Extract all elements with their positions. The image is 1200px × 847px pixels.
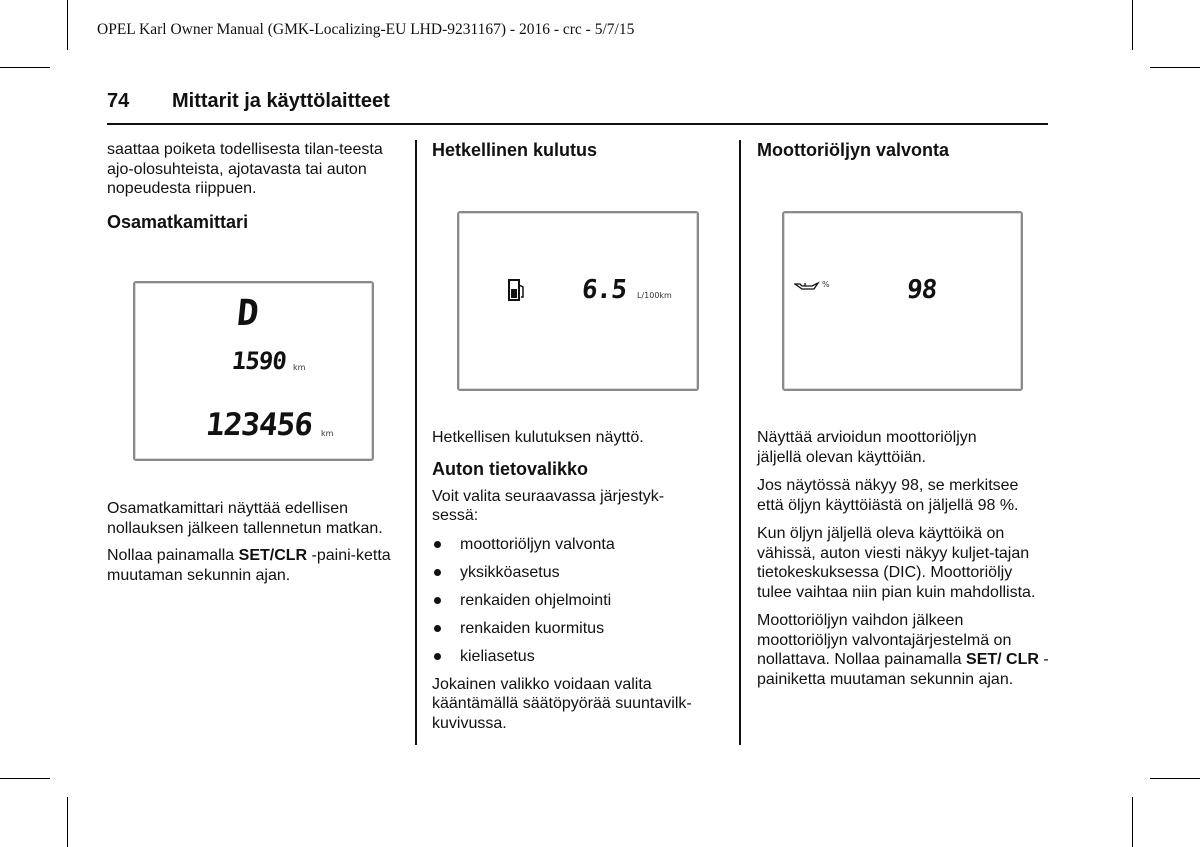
percent-sign: % [822,280,830,289]
set-clr-label: SET/CLR [238,547,308,564]
header-rule [107,123,1048,125]
column-2-lower [432,428,727,733]
list-item: renkaiden ohjelmointi [432,591,727,619]
oil-can-icon [794,281,820,291]
oil-life-value: 98 [905,275,938,305]
column-3-lower [757,428,1052,689]
list-item: kieliasetus [432,647,727,675]
fuel-pump-icon [508,279,526,301]
crop-mark [0,778,50,779]
list-item: renkaiden kuormitus [432,619,727,647]
section-heading: Osamatkamittari [107,211,249,232]
oil-life-display [782,211,1023,391]
column-divider [739,140,741,745]
trip-description: Osamatkamittari näyttää edellisen nollauksen jälkeen tallennetun matkan. [107,500,383,537]
column-2 [432,139,727,161]
menu-intro: Voit valita seuraavassa järjestyk-sessä: [432,487,665,524]
trip-odometer-display [133,281,374,461]
crop-mark [1132,0,1133,50]
gear-indicator: D [234,293,260,334]
menu-outro: Jokainen valikko voidaan valita kääntämällä säätöpyörää suuntavilk-kuvivussa. [432,675,692,732]
column-1-lower [107,499,397,585]
page-title: Mittarit ja käyttölaitteet [172,90,390,112]
menu-list [432,535,727,675]
bullet-icon [434,597,441,604]
section-heading: Hetkellinen kulutus [432,140,598,160]
bullet-icon [434,653,441,660]
crop-mark [1132,797,1133,847]
odometer-value: 123456 [204,407,314,443]
list-item: yksikköasetus [432,563,727,591]
column-3 [757,139,1052,161]
manual-title: OPEL Karl Owner Manual (GMK-Localizing-EU LHD-9231167) - 2016 - crc - 5/7/15 [97,21,635,38]
section-heading: Auton tietovalikko [432,458,589,479]
bullet-icon [434,541,441,548]
crop-mark [1150,778,1200,779]
consumption-value: 6.5 [580,275,628,305]
intro-text: saattaa poiketa todellisesta tilan-teesta ajo-olosuhteista, ajotavasta tai auton nopeudesta riippuen. [107,141,383,197]
crop-mark [0,67,50,68]
trip-unit: km [293,363,306,372]
oil-life-warning: Kun öljyn jäljellä oleva käyttöikä on vähissä, auton viesti näkyy kuljet-tajan tietokeskuksessa (DIC). Moottoriöljy tulee vaihtaa niin pian kuin mahdollista. [757,525,1036,601]
consumption-unit: L/100km [637,291,672,300]
list-item: moottoriöljyn valvonta [432,535,727,563]
trip-reset-text: Nollaa painamalla SET/CLR -paini-ketta muutaman sekunnin ajan. [107,547,391,584]
fuel-consumption-display [457,211,699,391]
crop-mark [1150,67,1200,68]
oil-life-example: Jos näytössä näkyy 98, se merkitsee että öljyn käyttöiästä on jäljellä 98 %. [757,477,1019,514]
odometer-unit: km [321,429,334,438]
oil-life-description: Näyttää arvioidun moottoriöljyn jäljellä olevan käyttöiän. [757,429,977,466]
column-1 [107,140,397,233]
consumption-caption: Hetkellisen kulutuksen näyttö. [432,429,644,446]
page-number: 74 [107,90,130,112]
crop-mark [67,797,68,847]
section-heading: Moottoriöljyn valvonta [757,140,950,160]
column-divider [415,140,417,745]
set-clr-label: SET/ CLR [966,651,1039,668]
bullet-icon [434,569,441,576]
bullet-icon [434,625,441,632]
oil-life-reset: Moottoriöljyn vaihdon jälkeen moottoriöljyn valvontajärjestelmä on nollattava. Nollaa painamalla SET/ CLR -painiketta muutaman sekunnin ajan. [757,612,1049,688]
crop-mark [67,0,68,50]
trip-value: 1590 [230,347,288,375]
